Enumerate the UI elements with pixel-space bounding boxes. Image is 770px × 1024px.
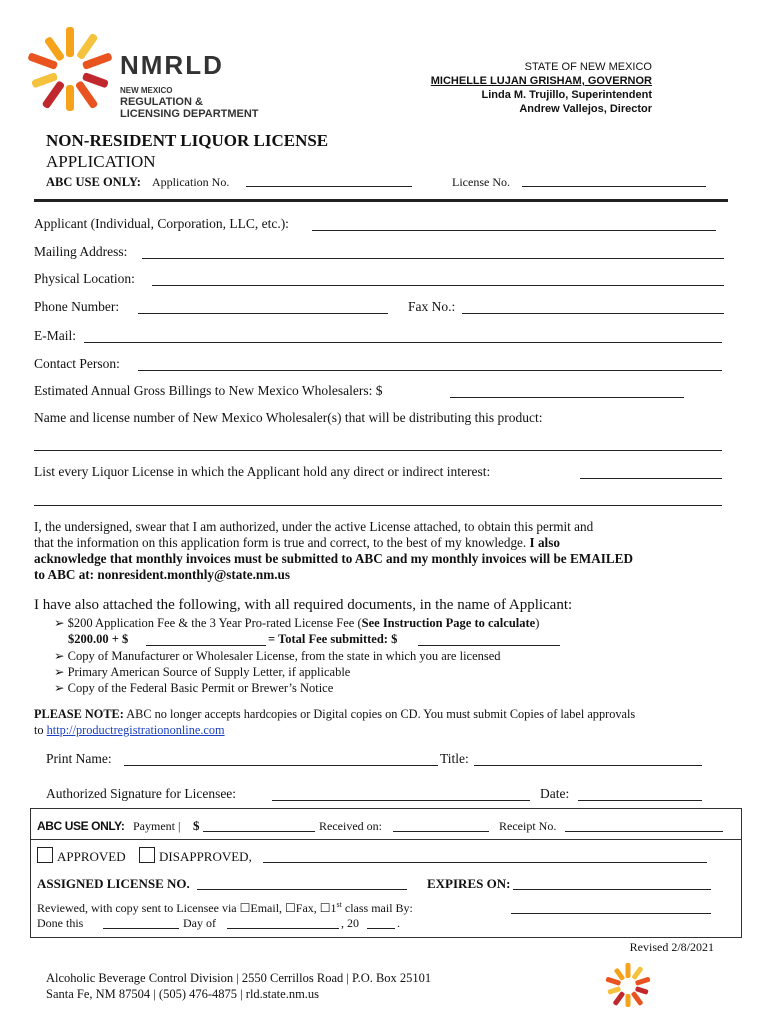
attached-item-3: ➢ Primary American Source of Supply Letter, if applicable — [54, 665, 351, 679]
mailing-field[interactable] — [142, 258, 724, 259]
physical-field[interactable] — [152, 285, 724, 286]
note-label: PLEASE NOTE: — [34, 707, 124, 721]
header-rule — [34, 199, 728, 202]
logo-acronym: NMRLD — [120, 50, 224, 80]
fax-field[interactable] — [462, 313, 724, 314]
receipt-field[interactable] — [565, 831, 723, 832]
contact-field[interactable] — [138, 370, 722, 371]
header-state: STATE OF NEW MEXICO — [524, 61, 652, 73]
payment-label: Payment | — [133, 819, 181, 833]
note-text2: to — [34, 723, 47, 737]
item1c: ) — [535, 616, 540, 630]
phone-label: Phone Number: — [34, 299, 120, 314]
year-end: . — [397, 916, 400, 930]
day-of-label: Day of — [183, 916, 216, 930]
attached-heading: I have also attached the following, with all required documents, in the name of Applicant: — [34, 597, 573, 613]
attached-item-2: ➢ Copy of Manufacturer or Wholesaler License, from the state in which you are licensed — [54, 649, 501, 663]
header-governor: MICHELLE LUJAN GRISHAM, GOVERNOR — [430, 75, 652, 87]
item2: Copy of Manufacturer or Wholesaler License, from the state in which you are licensed — [67, 649, 501, 663]
expires-label: EXPIRES ON: — [427, 876, 511, 891]
contact-label: Contact Person: — [34, 356, 120, 371]
assigned-license-label: ASSIGNED LICENSE NO. — [37, 876, 190, 891]
auth-sig-label: Authorized Signature for Licensee: — [46, 786, 237, 801]
item1b: See Instruction Page to calculate — [361, 616, 536, 630]
payment-field[interactable] — [203, 831, 315, 832]
reviewed-sup: st — [336, 900, 342, 909]
item3: Primary American Source of Supply Letter, if applicable — [67, 665, 351, 679]
disapproved-reason-field[interactable] — [263, 862, 707, 863]
product-registration-link[interactable]: http://productregistrationonline.com — [46, 723, 225, 737]
attached-item-1: ➢ $200 Application Fee & the 3 Year Pro-rated License Fee (See Instruction Page to calculate) — [54, 616, 540, 630]
received-label: Received on: — [319, 819, 382, 833]
email-label: E-Mail: — [34, 328, 76, 343]
prorated-fee-field[interactable] — [146, 645, 266, 646]
reviewed-end: class mail By: — [341, 901, 413, 915]
fee-prefix: $200.00 + $ — [68, 632, 129, 646]
logo-line3: LICENSING DEPARTMENT — [120, 108, 259, 120]
received-field[interactable] — [393, 831, 489, 832]
nmrld-logo — [26, 24, 276, 124]
assigned-license-field[interactable] — [197, 889, 407, 890]
abc-use-only-label: ABC USE ONLY: — [46, 175, 141, 189]
applicant-field[interactable] — [312, 230, 716, 231]
office-divider — [31, 839, 741, 840]
office-use-box — [30, 808, 742, 938]
fax-label: Fax No.: — [408, 299, 456, 314]
item4: Copy of the Federal Basic Permit or Brewer’s Notice — [67, 681, 334, 695]
header-superintendent: Linda M. Trujillo, Superintendent — [481, 89, 652, 101]
form-subtitle: APPLICATION — [46, 152, 156, 171]
revised-date: Revised 2/8/2021 — [629, 940, 714, 954]
sunburst-icon — [26, 24, 116, 119]
attached-item-4: ➢ Copy of the Federal Basic Permit or Brewer’s Notice — [54, 681, 334, 695]
logo-line2: REGULATION & — [120, 96, 203, 108]
year-label: , 20 — [341, 916, 359, 930]
item1a: $200 Application Fee & the 3 Year Pro-rated License Fee ( — [67, 616, 362, 630]
title-field[interactable] — [474, 765, 702, 766]
mailing-label: Mailing Address: — [34, 244, 128, 259]
date-field[interactable] — [578, 800, 702, 801]
day-of-field[interactable] — [227, 928, 339, 929]
license-no-label: License No. — [452, 175, 510, 189]
footer-line2: Santa Fe, NM 87504 | (505) 476-4875 | rld.state.nm.us — [46, 987, 320, 1001]
logo-line1: NEW MEXICO — [120, 86, 173, 95]
swear-line3: acknowledge that monthly invoices must be submitted to ABC and my monthly invoices will be EMAILED — [34, 551, 633, 566]
swear-statement — [34, 519, 734, 583]
print-name-field[interactable] — [124, 765, 438, 766]
footer-sunburst-icon — [604, 962, 652, 1010]
swear-line1: I, the undersigned, swear that I am authorized, under the active License attached, to obtain this permit and — [34, 519, 594, 534]
title-label: Title: — [440, 751, 469, 766]
note-text: ABC no longer accepts hardcopies or Digital copies on CD. You must submit Copies of label approvals — [126, 707, 636, 721]
swear-line4: to ABC at: nonresident.monthly@state.nm.us — [34, 567, 291, 582]
list-licenses-label: List every Liquor License in which the Applicant hold any direct or indirect interest: — [34, 464, 491, 479]
receipt-label: Receipt No. — [499, 819, 557, 833]
approved-label: APPROVED — [57, 849, 126, 864]
billings-field[interactable] — [450, 397, 684, 398]
total-fee-label: = Total Fee submitted: $ — [268, 632, 398, 646]
form-title: NON-RESIDENT LIQUOR LICENSE — [46, 131, 329, 150]
date-label: Date: — [540, 786, 570, 801]
wholesaler-label: Name and license number of New Mexico Wholesaler(s) that will be distributing this product: — [34, 410, 543, 425]
please-note — [34, 706, 744, 738]
header-director: Andrew Vallejos, Director — [519, 103, 652, 115]
reviewed-by-field[interactable] — [511, 913, 711, 914]
reviewed-label — [37, 900, 413, 916]
attached-item-1-line2 — [68, 632, 128, 647]
footer-line1: Alcoholic Beverage Control Division | 2550 Cerrillos Road | P.O. Box 25101 — [46, 971, 432, 985]
auth-sig-field[interactable] — [272, 800, 530, 801]
swear-line2b: I also — [529, 535, 560, 550]
total-fee-field[interactable] — [418, 645, 560, 646]
disapproved-label: DISAPPROVED, — [159, 849, 252, 864]
application-no-field[interactable] — [246, 186, 412, 187]
header-block — [431, 60, 652, 116]
office-abc-use-only: ABC USE ONLY: — [37, 819, 125, 833]
done-this-field[interactable] — [103, 928, 179, 929]
payment-dollar: $ — [193, 818, 200, 833]
billings-label: Estimated Annual Gross Billings to New Mexico Wholesalers: $ — [34, 383, 383, 398]
print-name-label: Print Name: — [46, 751, 112, 766]
year-field[interactable] — [367, 928, 395, 929]
swear-line2 — [34, 535, 734, 551]
license-no-field[interactable] — [522, 186, 706, 187]
disapproved-checkbox[interactable] — [139, 847, 155, 863]
footer-address — [46, 970, 431, 1002]
list-licenses-field-1[interactable] — [580, 478, 722, 479]
applicant-label: Applicant (Individual, Corporation, LLC, etc.): — [34, 216, 289, 231]
done-this-label: Done this — [37, 916, 84, 930]
wholesaler-field[interactable] — [34, 450, 722, 451]
email-field[interactable] — [84, 342, 722, 343]
expires-field[interactable] — [513, 889, 711, 890]
list-licenses-field-2[interactable] — [34, 505, 722, 506]
physical-label: Physical Location: — [34, 271, 135, 286]
reviewed-text: Reviewed, with copy sent to Licensee via ☐Email, ☐Fax, ☐1 — [37, 901, 337, 915]
swear-line2a: that the information on this application form is true and correct, to the best of my knowledge. — [34, 535, 527, 550]
phone-field[interactable] — [138, 313, 388, 314]
approved-checkbox[interactable] — [37, 847, 53, 863]
application-no-label: Application No. — [152, 175, 230, 189]
